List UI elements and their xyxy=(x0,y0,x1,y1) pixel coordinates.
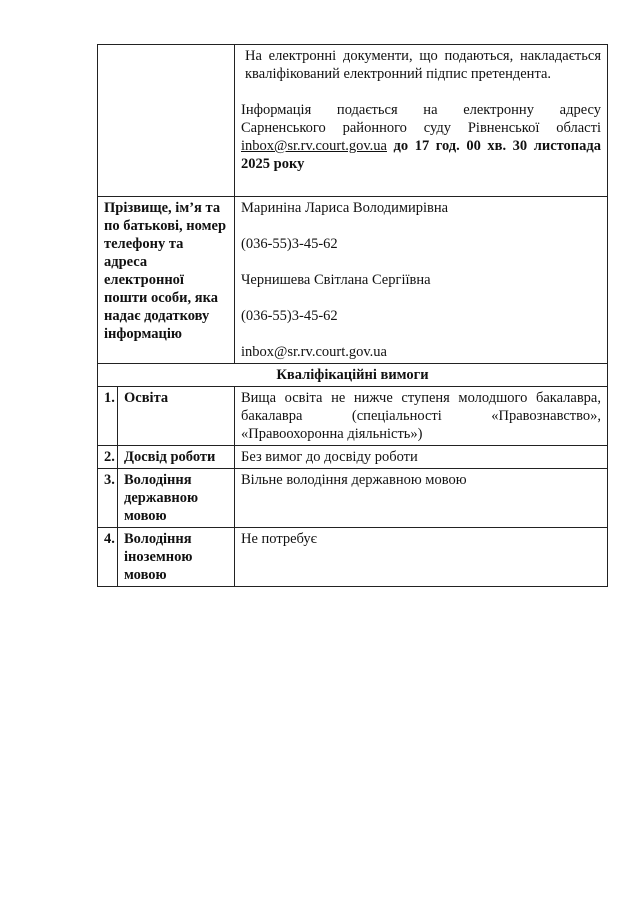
requirements-table xyxy=(97,44,608,587)
row-label: Володіння іноземною мовою xyxy=(118,528,235,587)
signature-text: На електронні документи, що подаються, накладається кваліфікований електронний підпис претендента. xyxy=(245,48,601,82)
contact-row xyxy=(98,197,608,364)
table-row xyxy=(98,528,608,587)
info-text: Інформація подається на електронну адресу Сарненського районного суду Рівненської області xyxy=(241,102,601,136)
table-row xyxy=(98,469,608,528)
contact-person-1-phone: (036-55)3-45-62 xyxy=(241,236,338,252)
row-number: 4. xyxy=(98,528,118,587)
contact-label: Прізвище, ім’я та по батькові, номер телефону та адреса електронної пошти особи, яка надає додаткову інформацію xyxy=(98,197,235,364)
row-value: Вільне володіння державною мовою xyxy=(235,469,608,528)
row-value: Без вимог до досвіду роботи xyxy=(235,446,608,469)
contact-email[interactable]: inbox@sr.rv.court.gov.ua xyxy=(241,344,387,360)
row-value: Не потребує xyxy=(235,528,608,587)
row-label: Володіння державною мовою xyxy=(118,469,235,528)
contact-person-1-name: Мариніна Лариса Володимирівна xyxy=(241,200,449,216)
row-number: 2. xyxy=(98,446,118,469)
empty-label-cell xyxy=(98,45,235,197)
contact-person-2-phone: (036-55)3-45-62 xyxy=(241,308,338,324)
court-email-link[interactable]: inbox@sr.rv.court.gov.ua xyxy=(241,138,387,154)
deadline-text: до 17 год. 00 хв. 30 листопада 2025 року xyxy=(241,138,601,172)
row-label: Досвід роботи xyxy=(118,446,235,469)
row-label: Освіта xyxy=(118,387,235,446)
row-value: Вища освіта не нижче ступеня молодшого бакалавра, бакалавра (спеціальності «Правознавство», «Правоохоронна діяльність») xyxy=(235,387,608,446)
info-paragraph xyxy=(241,101,601,173)
row-number: 3. xyxy=(98,469,118,528)
qualifications-header: Кваліфікаційні вимоги xyxy=(98,364,608,387)
row-number: 1. xyxy=(98,387,118,446)
submission-info-cell xyxy=(235,45,608,197)
table-row xyxy=(98,387,608,446)
table-row xyxy=(98,446,608,469)
qualifications-header-row xyxy=(98,364,608,387)
contact-info-cell xyxy=(235,197,608,364)
contact-person-2-name: Чернишева Світлана Сергіївна xyxy=(241,272,431,288)
submission-row xyxy=(98,45,608,197)
